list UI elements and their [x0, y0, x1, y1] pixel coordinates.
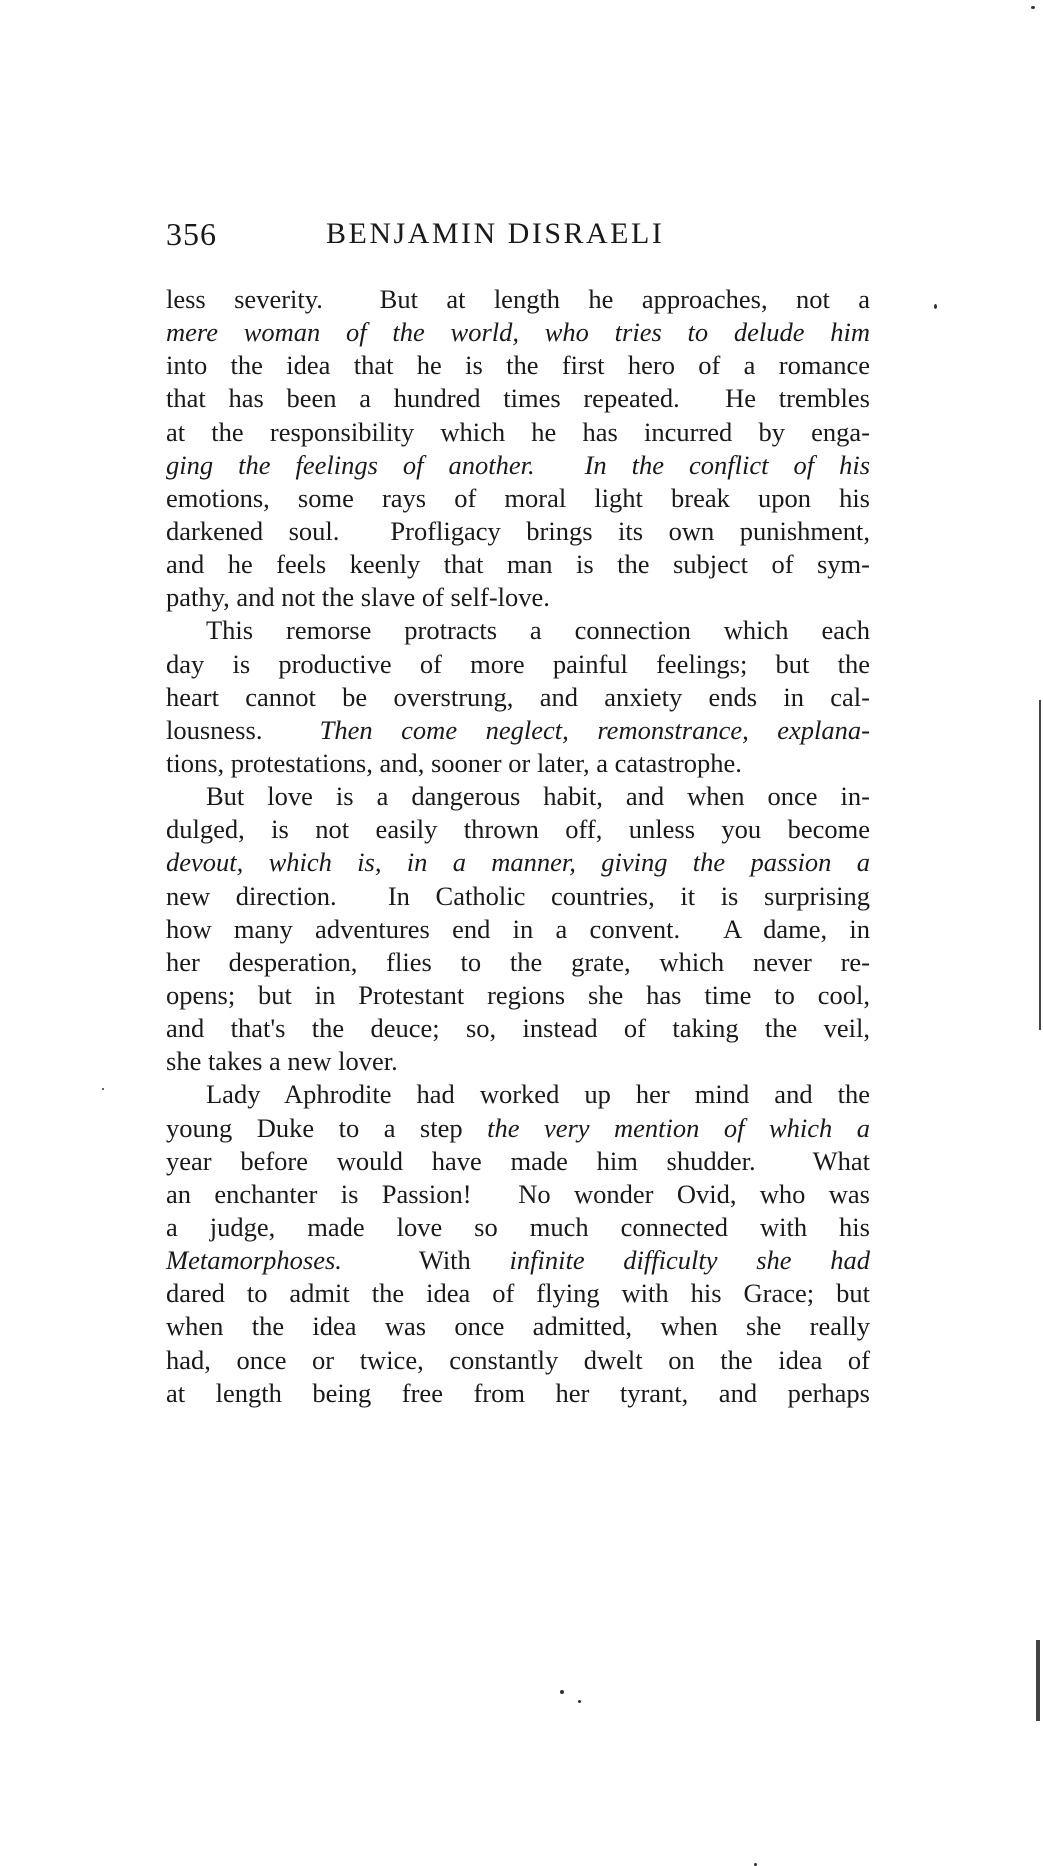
- text-line: new direction. In Catholic countries, it is surprising: [166, 880, 870, 911]
- text-line: at length being free from her tyrant, and perhaps: [166, 1377, 870, 1408]
- text-line: that has been a hundred times repeated. He trembles: [166, 383, 870, 414]
- text-line: young Duke to a step the very mention of which a: [166, 1112, 871, 1143]
- text-line: pathy, and not the slave of self-love.: [166, 582, 550, 613]
- text-line: dulged, is not easily thrown off, unless you become: [166, 814, 870, 845]
- text-line: Metamorphoses. With infinite difficulty she had: [166, 1245, 870, 1276]
- text-line: But love is a dangerous habit, and when once in-: [206, 781, 870, 812]
- text-line: day is productive of more painful feelings; but the: [166, 648, 870, 679]
- text-line: how many adventures end in a convent. A dame, in: [166, 913, 870, 944]
- page-number: 356: [166, 216, 217, 252]
- text-line: she takes a new lover.: [166, 1046, 398, 1077]
- text-line: and that's the deuce; so, instead of taking the veil,: [166, 1013, 870, 1044]
- text-line: emotions, some rays of moral light break upon his: [166, 482, 870, 513]
- text-line: darkened soul. Profligacy brings its own punishment,: [166, 515, 870, 546]
- body-text: [166, 283, 870, 1410]
- text-line: lousness. Then come neglect, remonstrance, explana-: [166, 714, 870, 745]
- text-line: dared to admit the idea of flying with his Grace; but: [166, 1278, 870, 1309]
- running-title: BENJAMIN DISRAELI: [326, 217, 665, 250]
- text-line: opens; but in Protestant regions she has time to cool,: [166, 979, 870, 1010]
- text-line: at the responsibility which he has incurred by enga-: [166, 416, 870, 447]
- text-line: ging the feelings of another. In the conflict of his: [166, 449, 871, 480]
- text-line: into the idea that he is the first hero of a romance: [166, 350, 870, 381]
- text-line: tions, protestations, and, sooner or later, a catastrophe.: [166, 747, 742, 778]
- text-line: Lady Aphrodite had worked up her mind and the: [206, 1079, 870, 1110]
- text-line: heart cannot be overstrung, and anxiety ends in cal-: [166, 681, 870, 712]
- text-line: mere woman of the world, who tries to delude him: [166, 317, 870, 348]
- margin-rule: [1039, 700, 1041, 1030]
- text-line: an enchanter is Passion! No wonder Ovid, who was: [166, 1178, 870, 1209]
- text-line: had, once or twice, constantly dwelt on the idea of: [166, 1344, 870, 1375]
- scan-speck: [578, 1700, 581, 1703]
- scan-speck: [934, 304, 937, 309]
- text-line: when the idea was once admitted, when she really: [166, 1311, 870, 1342]
- scan-speck: [1031, 6, 1035, 9]
- text-line: a judge, made love so much connected with his: [166, 1211, 870, 1242]
- text-line: devout, which is, in a manner, giving the passion a: [166, 847, 870, 878]
- text-line: her desperation, flies to the grate, which never re-: [166, 946, 870, 977]
- margin-rule: [1036, 1640, 1040, 1721]
- scan-speck: [102, 1088, 104, 1090]
- text-line: less severity. But at length he approaches, not a: [166, 284, 870, 314]
- text-line: and he feels keenly that man is the subject of sym-: [166, 549, 870, 580]
- scan-speck: [560, 1690, 564, 1694]
- text-line: year before would have made him shudder. What: [166, 1145, 870, 1176]
- running-head: [166, 214, 870, 254]
- text-line: This remorse protracts a connection which each: [206, 615, 870, 646]
